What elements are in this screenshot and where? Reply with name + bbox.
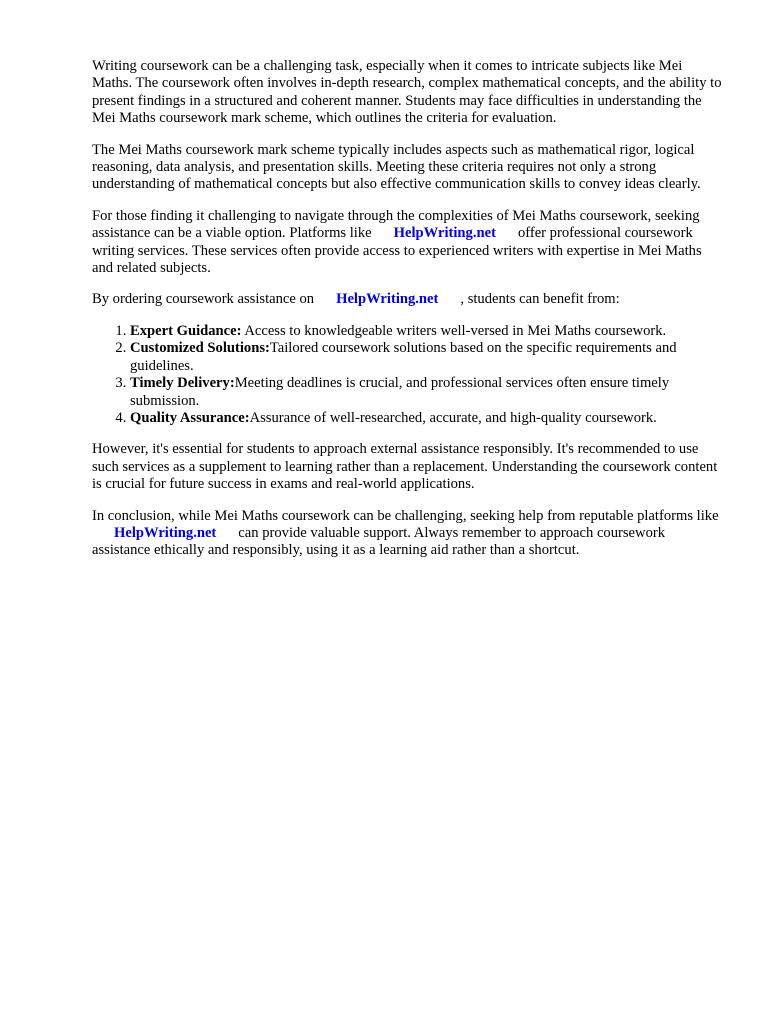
- benefits-list: [92, 323, 722, 427]
- list-item-term: Customized Solutions:: [130, 340, 270, 357]
- list-item-term: Expert Guidance:: [130, 322, 242, 339]
- list-item: [130, 340, 722, 375]
- conclusion-text-before: In conclusion, while Mei Maths coursework can be challenging, seeking help from reputable platforms like: [92, 507, 719, 524]
- list-item-term: Quality Assurance:: [130, 409, 250, 426]
- ordering-text-before: By ordering coursework assistance on: [92, 291, 315, 308]
- conclusion-paragraph: [92, 508, 722, 560]
- assistance-text-after: offer professional coursework writing services. These services often provide access to experienced writers with expertise in Mei Maths and related subjects.: [92, 225, 702, 277]
- list-item-text: Access to knowledgeable writers well-versed in Mei Maths coursework.: [244, 322, 667, 339]
- list-item: [130, 323, 722, 340]
- conclusion-text-after: can provide valuable support. Always remember to approach coursework assistance ethically and responsibly, using it as a learning aid rather than a shortcut.: [92, 524, 666, 559]
- responsibility-paragraph: However, it's essential for students to approach external assistance responsibly. It's recommended to use such services as a supplement to learning rather than a replacement. Understanding the coursework content is crucial for future success in exams and real-world applications.: [92, 441, 718, 493]
- list-item-term: Timely Delivery:: [130, 375, 235, 392]
- helpwriting-link[interactable]: HelpWriting.net: [114, 524, 217, 541]
- list-item-text: Assurance of well-researched, accurate, and high-quality coursework.: [249, 409, 657, 426]
- assistance-text-before: For those finding it challenging to navigate through the complexities of Mei Maths coursework, seeking assistance can be a viable option. Platforms like: [92, 207, 700, 242]
- assistance-paragraph: [92, 208, 722, 278]
- list-item: [130, 375, 722, 410]
- ordering-text-after: , students can benefit from:: [460, 291, 620, 308]
- helpwriting-link[interactable]: HelpWriting.net: [393, 225, 496, 242]
- ordering-paragraph: [92, 291, 722, 308]
- list-item-text: Meeting deadlines is crucial, and professional services often ensure timely submission.: [130, 375, 670, 409]
- helpwriting-link[interactable]: HelpWriting.net: [336, 291, 439, 308]
- intro-paragraph: Writing coursework can be a challenging task, especially when it comes to intricate subjects like Mei Maths. The coursework often involves in-depth research, complex mathematical concepts, and the ability to present findings in a structured and coherent manner. Students may face difficulties in understanding the Mei Maths coursework mark scheme, which outlines the criteria for evaluation.: [92, 58, 722, 127]
- mark-scheme-paragraph: The Mei Maths coursework mark scheme typically includes aspects such as mathematical rigor, logical reasoning, data analysis, and presentation skills. Meeting these criteria requires not only a strong understanding of mathematical concepts but also effective communication skills to convey ideas clearly.: [92, 141, 701, 193]
- list-item: [130, 410, 722, 427]
- list-item-text: Tailored coursework solutions based on the specific requirements and guidelines.: [130, 340, 677, 374]
- document-body: [92, 58, 722, 574]
